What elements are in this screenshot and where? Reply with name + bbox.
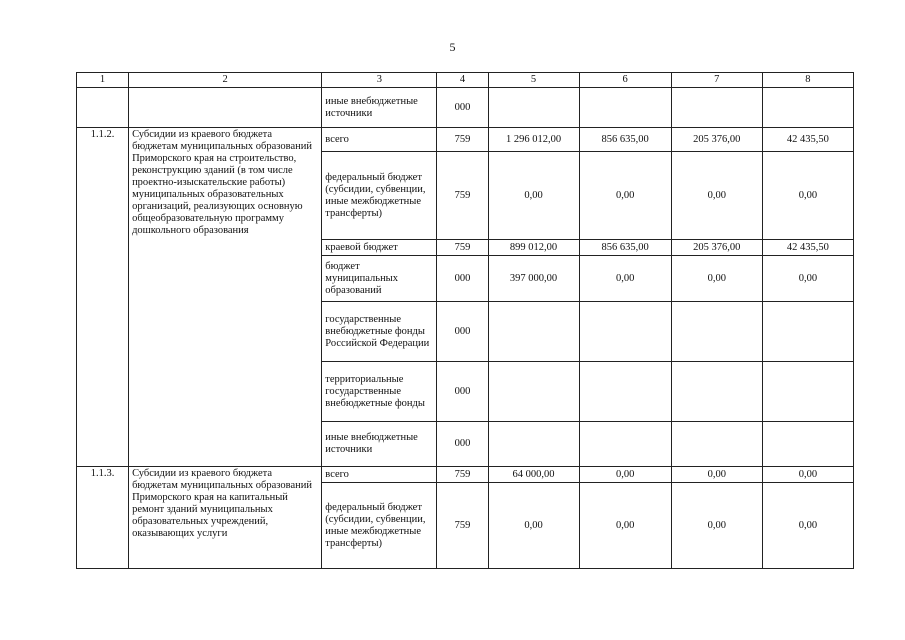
value-cell — [762, 422, 853, 467]
value-cell: 0,00 — [762, 483, 853, 569]
value-cell: 42 435,50 — [762, 240, 853, 256]
funding-source-cell: иные внебюджетные источники — [322, 88, 437, 128]
column-header: 8 — [762, 73, 853, 88]
value-cell — [762, 362, 853, 422]
value-cell: 0,00 — [671, 467, 762, 483]
funding-source-cell: бюджет муниципальных образований — [322, 256, 437, 302]
item-description-cell: Субсидии из краевого бюджета бюджетам муниципальных образований Приморского края на строительство, реконструкцию зданий (в том числе проектно-изыскательские работы) муниципальных образовательных организаций, реализующих основную общеобразовательную программу дошкольного образования — [129, 128, 322, 467]
funding-source-cell: федеральный бюджет (субсидии, субвенции, иные межбюджетные трансферты) — [322, 152, 437, 240]
value-cell — [579, 362, 671, 422]
value-cell: 1 296 012,00 — [488, 128, 579, 152]
code-cell: 759 — [437, 483, 488, 569]
item-description-cell: Субсидии из краевого бюджета бюджетам муниципальных образований Приморского края на капитальный ремонт зданий муниципальных образовательных учреждений, оказывающих услуги — [129, 467, 322, 569]
item-number-cell: 1.1.3. — [77, 467, 129, 569]
table-row — [77, 467, 854, 483]
code-cell: 000 — [437, 362, 488, 422]
column-header: 6 — [579, 73, 671, 88]
value-cell: 0,00 — [762, 152, 853, 240]
code-cell: 759 — [437, 467, 488, 483]
item-number-cell — [77, 88, 129, 128]
value-cell: 205 376,00 — [671, 128, 762, 152]
value-cell: 899 012,00 — [488, 240, 579, 256]
code-cell: 759 — [437, 152, 488, 240]
value-cell: 397 000,00 — [488, 256, 579, 302]
funding-source-cell: всего — [322, 467, 437, 483]
column-header: 4 — [437, 73, 488, 88]
item-description-cell — [129, 88, 322, 128]
funding-source-cell: всего — [322, 128, 437, 152]
value-cell: 0,00 — [762, 256, 853, 302]
value-cell: 0,00 — [488, 152, 579, 240]
funding-source-cell: краевой бюджет — [322, 240, 437, 256]
value-cell — [579, 422, 671, 467]
value-cell — [488, 302, 579, 362]
code-cell: 000 — [437, 422, 488, 467]
funding-source-cell: иные внебюджетные источники — [322, 422, 437, 467]
value-cell — [671, 422, 762, 467]
item-number-cell: 1.1.2. — [77, 128, 129, 467]
value-cell — [488, 362, 579, 422]
value-cell: 856 635,00 — [579, 240, 671, 256]
value-cell — [671, 302, 762, 362]
value-cell: 0,00 — [762, 467, 853, 483]
value-cell: 42 435,50 — [762, 128, 853, 152]
value-cell: 0,00 — [579, 467, 671, 483]
value-cell: 0,00 — [671, 256, 762, 302]
column-header: 5 — [488, 73, 579, 88]
value-cell — [488, 422, 579, 467]
code-cell: 759 — [437, 128, 488, 152]
funding-source-cell: государственные внебюджетные фонды Российской Федерации — [322, 302, 437, 362]
value-cell: 64 000,00 — [488, 467, 579, 483]
funding-source-cell: федеральный бюджет (субсидии, субвенции, иные межбюджетные трансферты) — [322, 483, 437, 569]
value-cell — [671, 362, 762, 422]
value-cell: 0,00 — [579, 483, 671, 569]
table-row — [77, 128, 854, 152]
value-cell — [488, 88, 579, 128]
column-header: 3 — [322, 73, 437, 88]
value-cell: 0,00 — [671, 152, 762, 240]
page-number: 5 — [449, 40, 456, 54]
budget-table — [76, 72, 854, 569]
value-cell: 0,00 — [579, 256, 671, 302]
column-number-row — [77, 73, 854, 88]
value-cell: 0,00 — [579, 152, 671, 240]
column-header: 1 — [77, 73, 129, 88]
value-cell — [762, 302, 853, 362]
code-cell: 000 — [437, 88, 488, 128]
column-header: 2 — [129, 73, 322, 88]
value-cell — [671, 88, 762, 128]
value-cell: 856 635,00 — [579, 128, 671, 152]
value-cell: 0,00 — [488, 483, 579, 569]
code-cell: 759 — [437, 240, 488, 256]
value-cell: 0,00 — [671, 483, 762, 569]
value-cell — [579, 302, 671, 362]
value-cell: 205 376,00 — [671, 240, 762, 256]
value-cell — [762, 88, 853, 128]
value-cell — [579, 88, 671, 128]
code-cell: 000 — [437, 256, 488, 302]
funding-source-cell: территориальные государственные внебюджетные фонды — [322, 362, 437, 422]
column-header: 7 — [671, 73, 762, 88]
table-row — [77, 88, 854, 128]
code-cell: 000 — [437, 302, 488, 362]
